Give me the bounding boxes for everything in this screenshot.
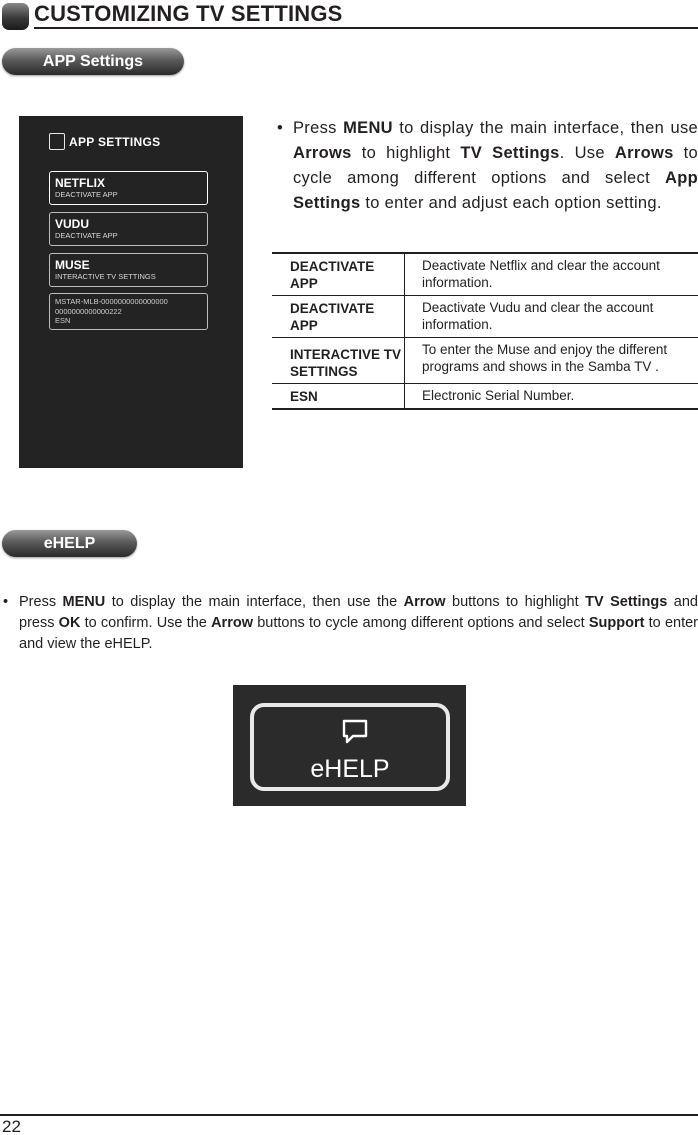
ehelp-screenshot xyxy=(233,685,466,806)
key-arrows: Arrows xyxy=(293,144,352,162)
footer-rule xyxy=(0,1114,698,1116)
text: . Use xyxy=(559,144,615,162)
term-tv-settings: TV Settings xyxy=(460,144,560,162)
key-arrows: Arrows xyxy=(614,144,674,162)
ehelp-tile-label: eHELP xyxy=(310,755,390,783)
speech-bubble-icon xyxy=(340,717,370,747)
app-settings-instruction xyxy=(274,116,698,216)
table-cell-description: Deactivate Netflix and clear the account information. xyxy=(422,258,660,290)
text: Press xyxy=(293,119,344,137)
text: to display the main interface, then use the xyxy=(105,594,404,610)
table-row xyxy=(272,338,698,384)
text: buttons to highlight xyxy=(445,594,586,610)
tv-menu-title: APP SETTINGS xyxy=(69,134,161,149)
key-arrow: Arrow xyxy=(211,615,253,631)
table-cell-option: ESN xyxy=(272,384,405,408)
key-ok: OK xyxy=(58,615,81,631)
text: to confirm. Use the xyxy=(80,615,212,631)
tv-menu-item-esn xyxy=(49,293,208,330)
tv-menu-header xyxy=(49,133,160,150)
bullet: • xyxy=(277,119,283,137)
table-cell-option: INTERACTIVE TV SETTINGS xyxy=(272,338,405,383)
app-settings-table xyxy=(272,252,698,410)
header-rule xyxy=(34,27,698,29)
back-box-icon xyxy=(49,133,65,150)
text: to highlight xyxy=(351,144,461,162)
esn-label: ESN xyxy=(55,316,71,325)
tv-menu-item-name: MUSE xyxy=(55,258,90,272)
tv-menu-item-sub: INTERACTIVE TV SETTINGS xyxy=(55,272,156,281)
text: buttons to cycle among different options and select xyxy=(252,615,589,631)
tv-menu-item-muse xyxy=(49,253,208,287)
text: to display the main interface, then use xyxy=(392,119,698,137)
esn-line: 0000000000000222 xyxy=(55,306,122,316)
tv-menu-item-name: VUDU xyxy=(55,217,90,231)
header-bullet-icon xyxy=(2,3,29,30)
text: and press xyxy=(19,594,698,631)
table-cell-option: DEACTIVATE APP xyxy=(272,296,405,337)
key-menu: MENU xyxy=(343,119,393,137)
term-app-settings: App Settings xyxy=(293,169,698,212)
ehelp-tile xyxy=(250,703,450,791)
term-tv-settings: TV Settings xyxy=(585,594,668,610)
tv-menu-item-sub: DEACTIVATE APP xyxy=(55,231,118,240)
table-cell-description: Deactivate Vudu and clear the account information. xyxy=(422,300,654,332)
page-number: 22 xyxy=(2,1117,21,1135)
page-title: CUSTOMIZING TV SETTINGS xyxy=(34,1,343,26)
section-label-app-settings: APP Settings xyxy=(2,48,184,75)
text: to enter and adjust each option setting. xyxy=(360,194,662,212)
text: to cycle among different options and select xyxy=(293,144,698,187)
section-label-ehelp: eHELP xyxy=(2,530,137,557)
text: Press xyxy=(19,594,63,610)
table-cell-description: Electronic Serial Number. xyxy=(422,388,575,403)
tv-menu-item-netflix xyxy=(49,171,208,205)
tv-menu-item-sub: DEACTIVATE APP xyxy=(55,190,118,199)
table-row xyxy=(272,384,698,408)
tv-menu-item-name: NETFLIX xyxy=(55,176,105,190)
key-arrow: Arrow xyxy=(403,594,446,610)
key-menu: MENU xyxy=(62,594,106,610)
term-support: Support xyxy=(588,615,645,631)
table-cell-option: DEACTIVATE APP xyxy=(272,254,405,295)
bullet: • xyxy=(3,594,9,610)
ehelp-instruction xyxy=(2,592,698,655)
table-row xyxy=(272,254,698,296)
table-cell-description: To enter the Muse and enjoy the different programs and shows in the Samba TV . xyxy=(422,342,668,374)
text: to enter and view the eHELP. xyxy=(19,615,698,652)
tv-menu-item-vudu xyxy=(49,212,208,246)
table-row xyxy=(272,296,698,338)
tv-menu-screenshot xyxy=(19,116,243,468)
esn-line: MSTAR-MLB-0000000000000000 xyxy=(55,297,168,306)
